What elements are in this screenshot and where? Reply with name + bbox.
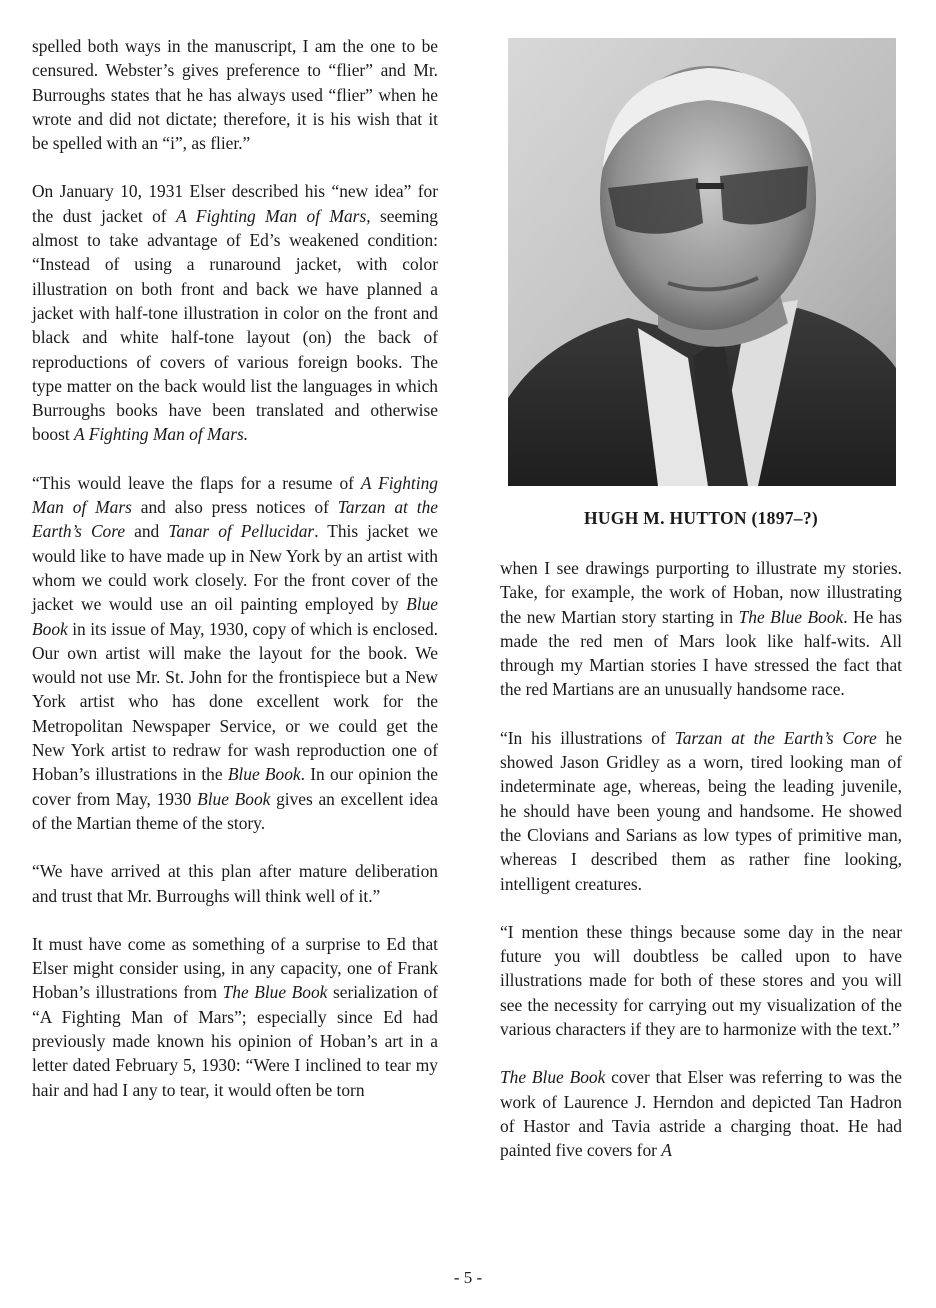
magazine-title: The Blue Book (738, 606, 844, 627)
book-title: A (661, 1140, 672, 1161)
right-column (500, 556, 902, 1163)
paragraph: “This would leave the flaps for a resume of A Fighting Man of Mars and also press notices of Tarzan at the Earth’s Core and Tanar of Pellucidar. This jacket we would like to have made up in New York by an artist with whom we could work closely. For the front cover of the jacket we would use an oil painting employed by Blue Book in its issue of May, 1930, copy of which is enclosed. Our own artist will make the layout for the book. We would not use Mr. St. John for the frontispiece but a New York artist who has done excellent work for the Metropolitan Newspaper Service, or we could get the New York artist to redraw for wash reproduction one of Hoban’s illustrations in the Blue Book. In our opinion the cover from May, 1930 Blue Book gives an excellent idea of the Martian theme of the story. (32, 472, 439, 833)
paragraph: “We have arrived at this plan after mature deliberation and trust that Mr. Burroughs will think well of it.” (32, 861, 438, 906)
book-title: A Fighting Man of Mars (32, 472, 438, 518)
magazine-title: Blue Book (32, 594, 438, 639)
magazine-title: The Blue Book (222, 982, 328, 1003)
paragraph: spelled both ways in the manuscript, I am the one to be censured. Webster’s gives preference to “flier” and Mr. Burroughs states that he has always used “flier” when he wrote and did not dictate; therefore, it is his wish that it be spelled with an “i”, as flier.” (32, 36, 438, 154)
paragraph: It must have come as something of a surprise to Ed that Elser might consider using, in any capacity, one of Frank Hoban’s illustrations from The Blue Book serialization of “A Fighting Man of Mars”; especially since Ed had previously made known his opinion of Hoban’s art in a letter dated February 5, 1930: “Were I inclined to tear my hair and had I any to tear, it would often be torn (32, 933, 438, 1100)
left-column (32, 34, 438, 1102)
magazine-title: Blue Book (227, 764, 301, 785)
book-title: A Fighting Man of Mars, (176, 205, 371, 226)
magazine-title: Blue Book (197, 788, 271, 809)
paragraph: The Blue Book cover that Elser was referring to was the work of Laurence J. Herndon and depicted Tan Hadron of Hastor and Tavia astride a charging thoat. He had painted five covers for A (500, 1067, 902, 1161)
book-title: A Fighting Man of Mars. (74, 424, 249, 445)
book-title: Tarzan at the Earth’s Core (674, 727, 877, 748)
paragraph: when I see drawings purporting to illustrate my stories. Take, for example, the work of Hoban, now illustrating the new Martian story starting in The Blue Book. He has made the red men of Mars look like half-wits. All through my Martian stories I have stressed the fact that the red Martians are an unusually handsome race. (500, 558, 902, 700)
paragraph: “In his illustrations of Tarzan at the Earth’s Core he showed Jason Gridley as a worn, tired looking man of indeterminate age, whereas, being the leading juvenile, he should have been young and handsome. He showed the Clovians and Sarians as low types of primitive man, whereas I described them as rather fine looking, intelligent creatures. (500, 727, 902, 894)
portrait-photo (508, 38, 896, 486)
paragraph: On January 10, 1931 Elser described his “new idea” for the dust jacket of A Fighting Man of Mars, seeming almost to take advantage of Ed’s weakened condition: “Instead of using a runaround jacket, with color illustration on both front and back we have planned a jacket with half-tone illustration in color on the front and black and white half-tone layout (on) the back of reproductions of covers of various foreign books. The type matter on the back would list the languages in which Burroughs books have been translated and otherwise boost A Fighting Man of Mars. (32, 181, 438, 445)
paragraph: “I mention these things because some day in the near future you will doubtless be called upon to have illustrations made for both of these stores and you will see the necessity for carrying out my visualization of the various characters if they are to harmonize with the text.” (500, 921, 902, 1040)
magazine-title: The Blue Book (500, 1067, 606, 1088)
page-number: - 5 - (453, 1268, 483, 1287)
photo-caption: HUGH M. HUTTON (1897–?) (583, 508, 819, 528)
book-title: Tarzan at the Earth’s Core (32, 497, 438, 542)
portrait-image (508, 38, 896, 486)
book-title: Tanar of Pellucidar (168, 521, 315, 542)
